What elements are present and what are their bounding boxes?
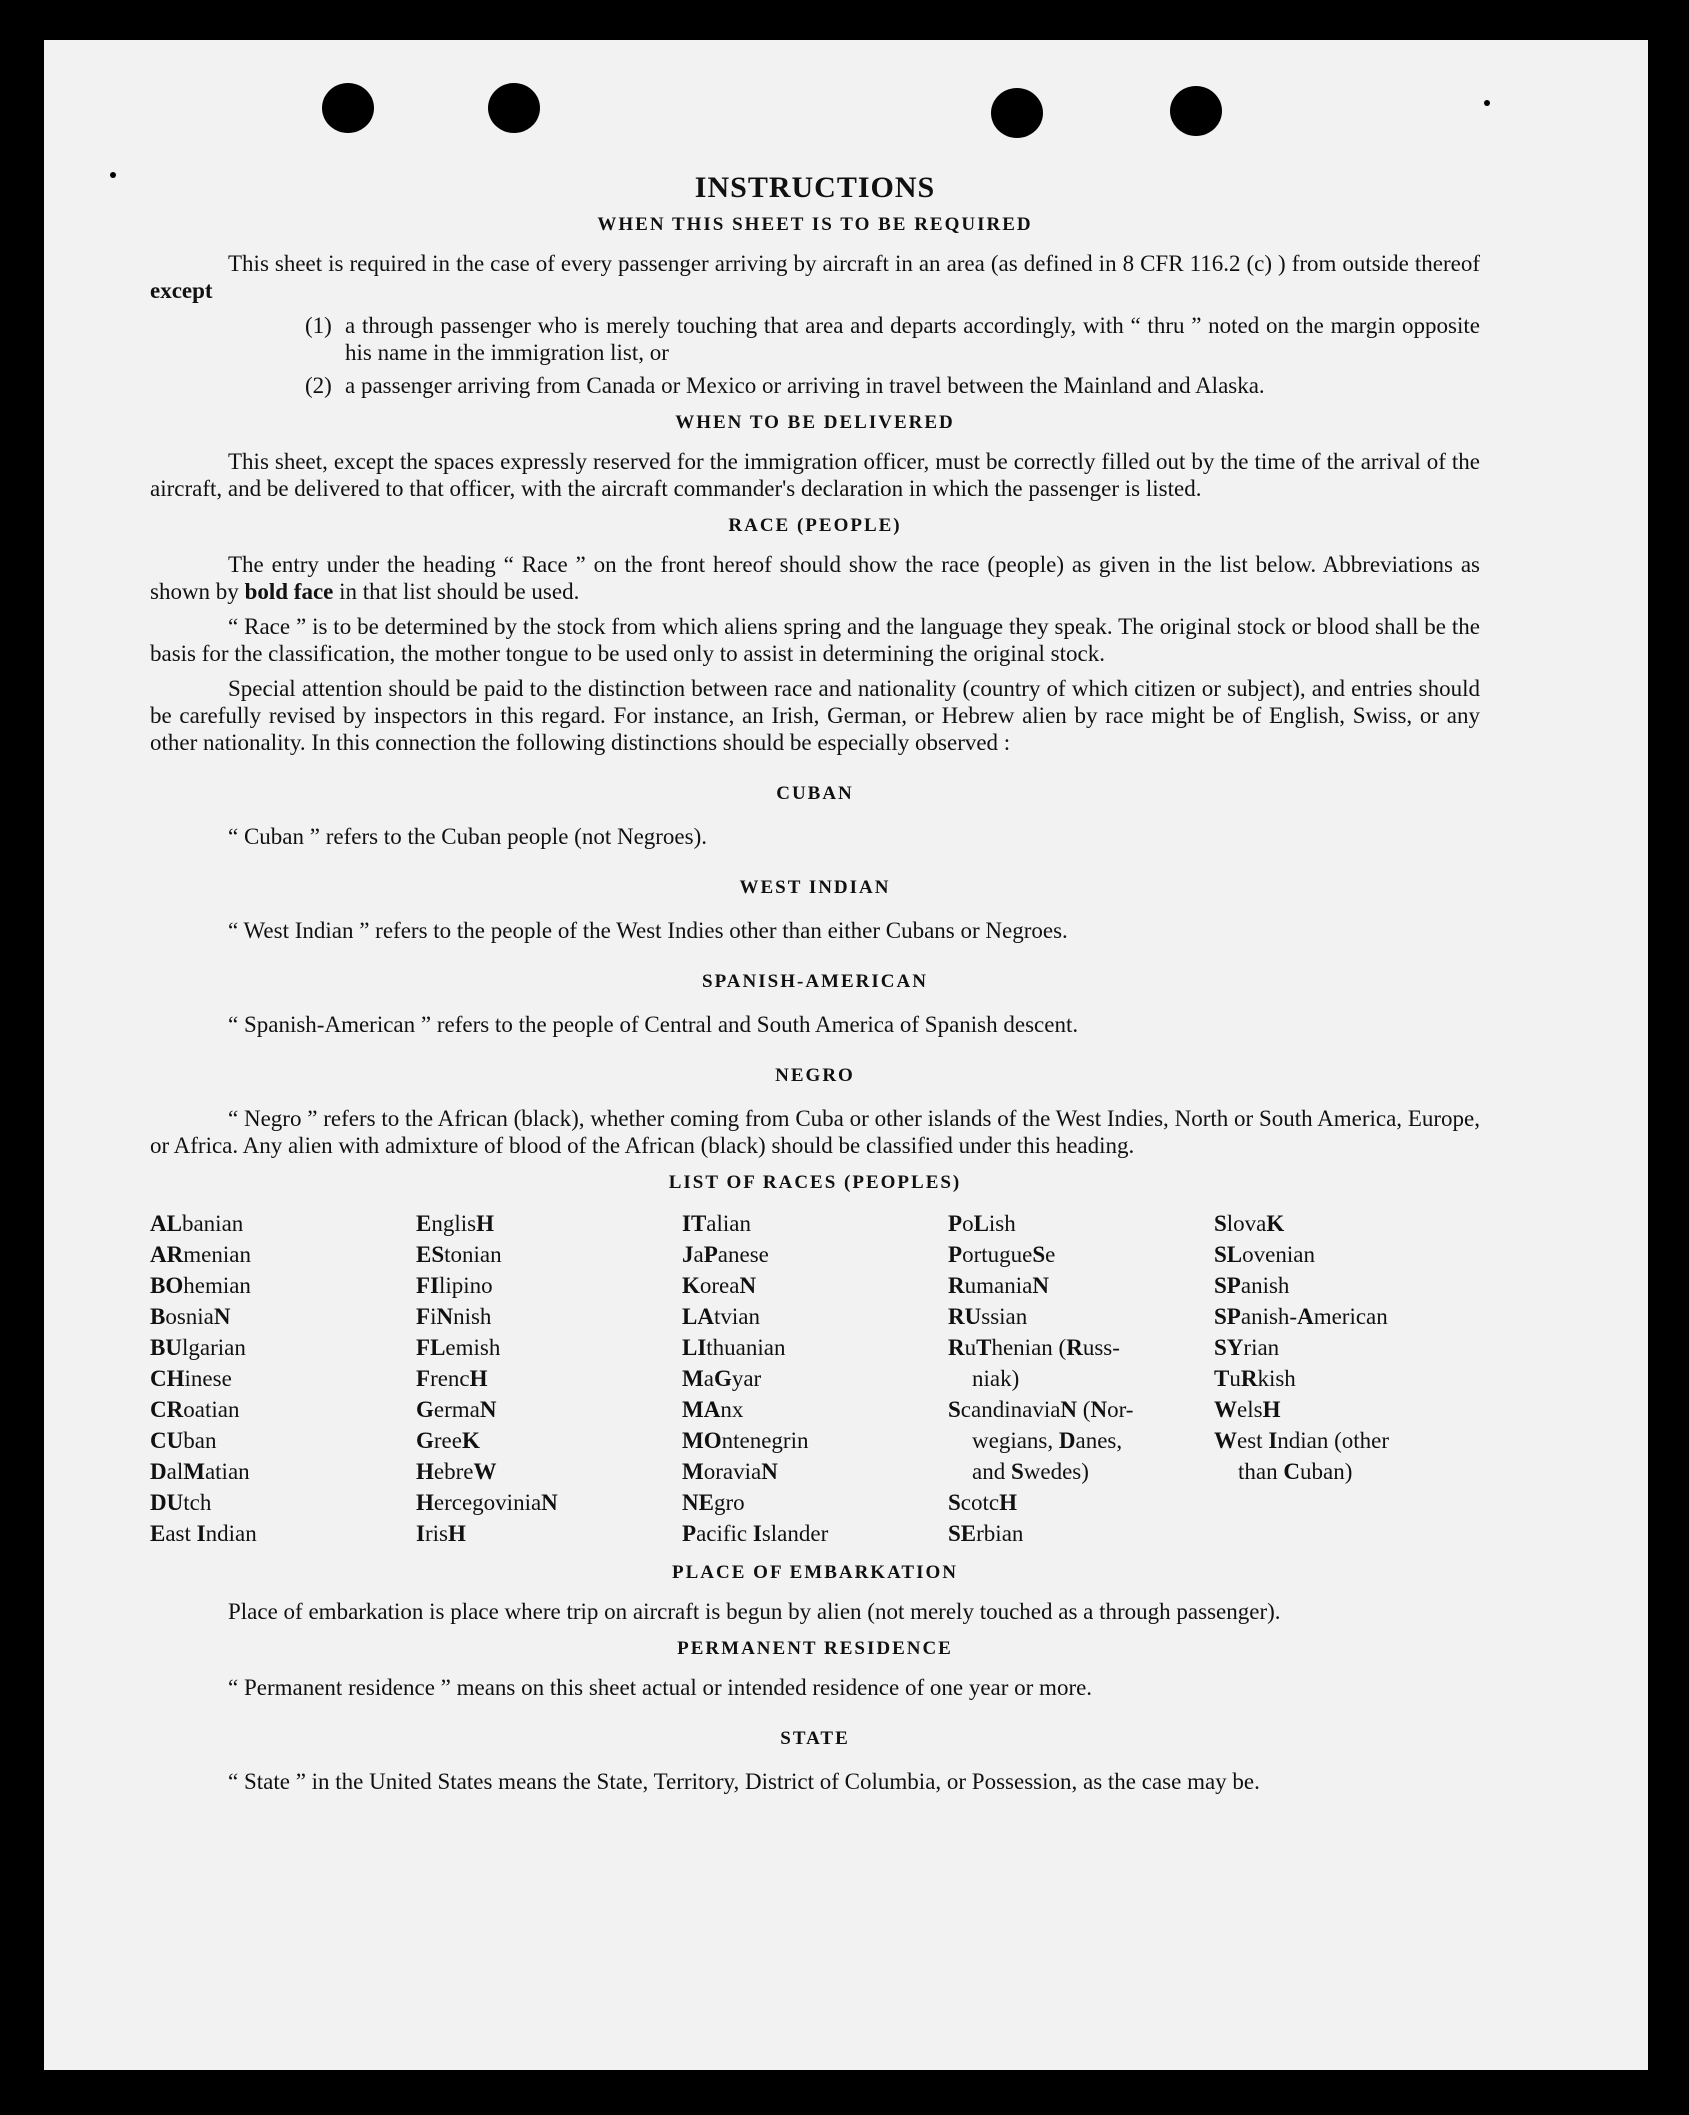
race-entry: HercegoviniaN — [416, 1490, 558, 1515]
race-entry: EnglisH — [416, 1211, 494, 1236]
race-entry: SPanish — [1214, 1273, 1290, 1298]
list-item: (1) a through passenger who is merely touching that area and departs accordingly, with “ thru ” noted on the margin opposite his name in the immigration list, or — [305, 313, 1480, 365]
race-entry: KoreaN — [682, 1273, 757, 1298]
paragraph: “ West Indian ” refers to the people of the West Indies other than either Cubans or Negroes. — [228, 918, 1068, 943]
race-entry: MOntenegrin — [682, 1428, 809, 1453]
race-entry: ScandinaviaN (Nor- — [948, 1397, 1134, 1422]
race-entry: than Cuban) — [1238, 1459, 1353, 1484]
race-entry: PoLish — [948, 1211, 1016, 1236]
section-heading: NEGRO — [775, 1065, 855, 1086]
paragraph: Place of embarkation is place where trip on aircraft is begun by alien (not merely touched as a through passenger). — [228, 1599, 1281, 1624]
race-entry: CRoatian — [150, 1397, 240, 1422]
race-entry: Pacific Islander — [682, 1521, 829, 1546]
section-heading: PLACE OF EMBARKATION — [672, 1562, 958, 1583]
paragraph: This sheet is required in the case of every passenger arriving by aircraft in an area (as defined in 8 CFR 116.2 (c) ) from outside thereof except — [150, 251, 1480, 303]
punch-hole — [1170, 86, 1222, 136]
race-entry: BosniaN — [150, 1304, 231, 1329]
paragraph: Special attention should be paid to the distinction between race and nationality (country of which citizen or subject), and entries should be carefully revised by inspectors in this regard. For instance, an Irish, German, or Hebrew alien by race might be of English, Swiss, or any other nationality. In this connection the following distinctions should be especially observed : — [150, 676, 1480, 755]
race-entry: WelsH — [1214, 1397, 1281, 1422]
race-entry: SlovaK — [1214, 1211, 1285, 1236]
race-entry: East Indian — [150, 1521, 257, 1546]
race-entry: JaPanese — [682, 1242, 769, 1267]
race-entry: SPanish-American — [1214, 1304, 1388, 1329]
section-heading: STATE — [780, 1728, 850, 1749]
bold-term: except — [150, 278, 213, 303]
paragraph: “ Spanish-American ” refers to the people of Central and South America of Spanish descent. — [228, 1012, 1079, 1037]
race-entry: LIthuanian — [682, 1335, 786, 1360]
race-list — [150, 1208, 1480, 1549]
race-entry: CHinese — [150, 1366, 232, 1391]
race-entry: RUssian — [948, 1304, 1028, 1329]
section-heading: PERMANENT RESIDENCE — [677, 1638, 953, 1659]
section-heading: SPANISH-AMERICAN — [702, 971, 928, 992]
speck — [110, 172, 116, 178]
section-heading: WEST INDIAN — [739, 877, 891, 898]
race-entry: GreeK — [416, 1428, 480, 1453]
paragraph: “ State ” in the United States means the State, Territory, District of Columbia, or Possession, as the case may be. — [228, 1769, 1260, 1794]
race-column — [682, 1208, 948, 1549]
race-entry: RumaniaN — [948, 1273, 1049, 1298]
race-entry: HebreW — [416, 1459, 497, 1484]
race-column — [1214, 1208, 1480, 1549]
race-entry: ITalian — [682, 1211, 751, 1236]
race-entry: TuRkish — [1214, 1366, 1296, 1391]
race-entry: MAnx — [682, 1397, 744, 1422]
race-entry: FIlipino — [416, 1273, 493, 1298]
race-entry: BOhemian — [150, 1273, 251, 1298]
race-entry: RuThenian (Russ- — [948, 1335, 1120, 1360]
paragraph: “ Permanent residence ” means on this sheet actual or intended residence of one year or more. — [228, 1675, 1093, 1700]
race-entry: and Swedes) — [972, 1459, 1089, 1484]
race-entry: ALbanian — [150, 1211, 244, 1236]
instructions-text — [150, 130, 1480, 1803]
paragraph: This sheet, except the spaces expressly reserved for the immigration officer, must be correctly filled out by the time of the arrival of the aircraft, and be delivered to that officer, with the aircraft commander's declaration in which the passenger is listed. — [150, 449, 1480, 501]
speck — [1484, 100, 1490, 106]
paragraph: The entry under the heading “ Race ” on the front hereof should show the race (people) as given in the list below. Abbreviations as shown by bold face in that list should be used. — [150, 552, 1480, 604]
punch-hole — [488, 83, 540, 133]
section-heading: WHEN THIS SHEET IS TO BE REQUIRED — [597, 214, 1033, 235]
race-entry: ARmenian — [150, 1242, 251, 1267]
race-entry: DalMatian — [150, 1459, 250, 1484]
paragraph: “ Cuban ” refers to the Cuban people (not Negroes). — [228, 824, 708, 849]
race-entry: FrencH — [416, 1366, 488, 1391]
race-entry: MoraviaN — [682, 1459, 778, 1484]
section-heading: CUBAN — [776, 783, 854, 804]
race-entry: FLemish — [416, 1335, 501, 1360]
race-entry: DUtch — [150, 1490, 212, 1515]
page-title: INSTRUCTIONS — [694, 171, 936, 204]
race-entry: SErbian — [948, 1521, 1024, 1546]
race-entry: CUban — [150, 1428, 217, 1453]
race-entry: EStonian — [416, 1242, 502, 1267]
race-entry: wegians, Danes, — [972, 1428, 1123, 1453]
race-entry: NEgro — [682, 1490, 745, 1515]
section-heading: RACE (PEOPLE) — [728, 515, 902, 536]
race-column — [416, 1208, 682, 1549]
section-heading: LIST OF RACES (PEOPLES) — [668, 1172, 962, 1193]
race-entry: West Indian (other — [1214, 1428, 1390, 1453]
race-column — [948, 1208, 1214, 1549]
punch-hole — [322, 83, 374, 133]
race-column — [150, 1208, 416, 1549]
race-entry: GermaN — [416, 1397, 497, 1422]
section-heading: WHEN TO BE DELIVERED — [675, 412, 955, 433]
race-entry: SLovenian — [1214, 1242, 1315, 1267]
race-entry: FiNnish — [416, 1304, 492, 1329]
race-entry: MaGyar — [682, 1366, 762, 1391]
race-entry: PortugueSe — [948, 1242, 1056, 1267]
paragraph: “ Race ” is to be determined by the stock from which aliens spring and the language they speak. The original stock or blood shall be the basis for the classification, the mother tongue to be used only to assist in determining the original stock. — [150, 614, 1480, 666]
list-item: (2) a passenger arriving from Canada or Mexico or arriving in travel between the Mainland and Alaska. — [305, 373, 1265, 398]
race-entry: IrisH — [416, 1521, 466, 1546]
race-entry: BUlgarian — [150, 1335, 246, 1360]
race-entry: SYrian — [1214, 1335, 1280, 1360]
race-entry: niak) — [972, 1366, 1020, 1391]
race-entry: LAtvian — [682, 1304, 760, 1329]
paragraph: “ Negro ” refers to the African (black), whether coming from Cuba or other islands of the West Indies, North or South America, Europe, or Africa. Any alien with admixture of blood of the African (black) should be classified under this heading. — [150, 1106, 1480, 1158]
race-entry: ScotcH — [948, 1490, 1017, 1515]
